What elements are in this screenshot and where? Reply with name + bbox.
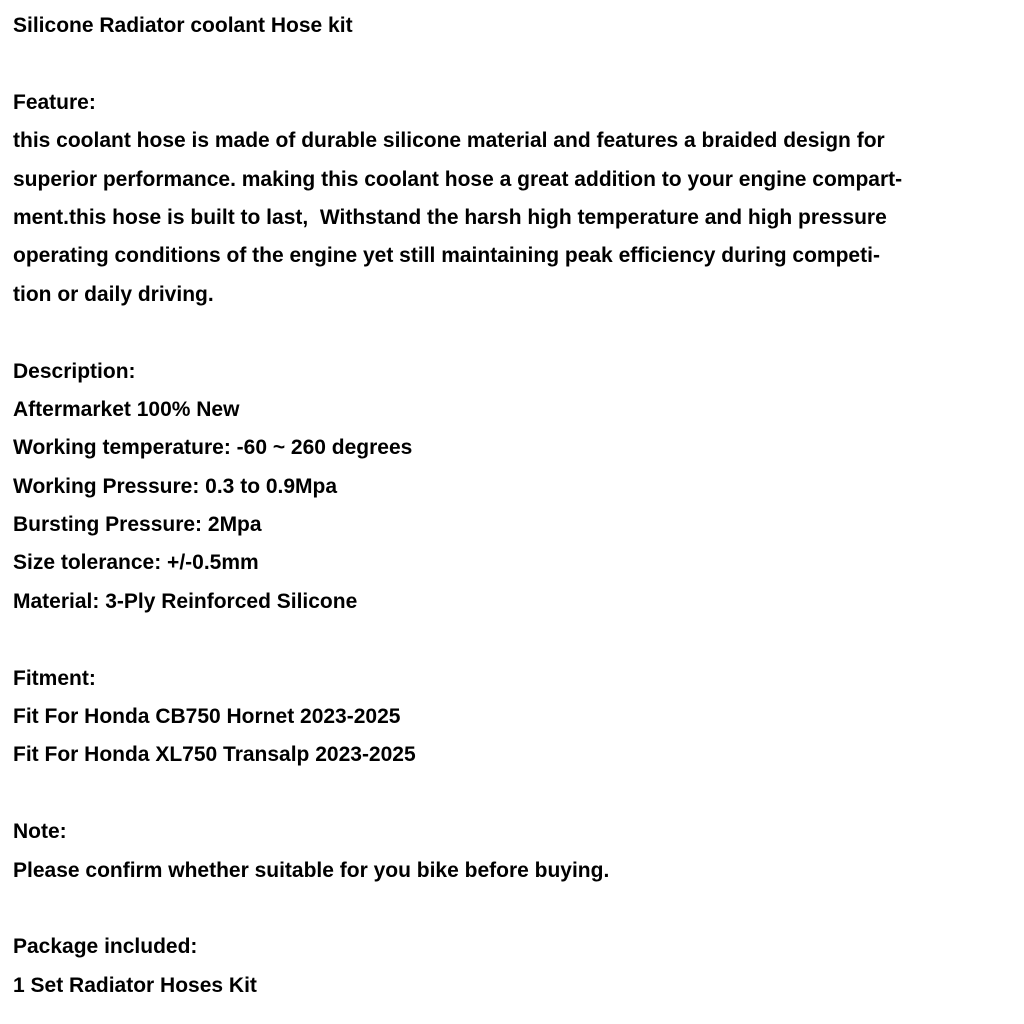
spacer (13, 45, 1013, 83)
spacer (13, 621, 1013, 659)
fitment-heading: Fitment: (13, 666, 96, 690)
product-title: Silicone Radiator coolant Hose kit (13, 14, 353, 37)
description-item: Bursting Pressure: 2Mpa (13, 513, 262, 537)
package-item: 1 Set Radiator Hoses Kit (13, 973, 257, 997)
description-item: Size tolerance: +/-0.5mm (13, 551, 259, 575)
description-section (13, 353, 1013, 622)
feature-text-line: operating conditions of the engine yet still maintaining peak efficiency during competi- (13, 244, 880, 268)
note-heading: Note: (13, 820, 67, 844)
description-item: Working temperature: -60 ~ 260 degrees (13, 436, 413, 460)
feature-text-line: superior performance. making this coolant hose a great addition to your engine compart- (13, 167, 903, 191)
description-item: Working Pressure: 0.3 to 0.9Mpa (13, 474, 338, 498)
feature-heading: Feature: (13, 90, 96, 114)
note-section (13, 813, 1013, 890)
package-section (13, 928, 1013, 1005)
spacer (13, 775, 1013, 813)
fitment-item: Fit For Honda CB750 Hornet 2023-2025 (13, 705, 401, 729)
description-heading: Description: (13, 359, 136, 383)
feature-text-line: ment.this hose is built to last, Withstand the harsh high temperature and high pressure (13, 205, 887, 229)
description-item: Material: 3-Ply Reinforced Silicone (13, 589, 358, 613)
fitment-section (13, 660, 1013, 775)
feature-text-line: tion or daily driving. (13, 282, 214, 306)
feature-section (13, 84, 1013, 314)
product-description-document (13, 7, 1013, 1005)
description-item: Aftermarket 100% New (13, 397, 240, 421)
fitment-item: Fit For Honda XL750 Transalp 2023-2025 (13, 743, 416, 767)
note-text: Please confirm whether suitable for you bike before buying. (13, 858, 610, 882)
package-heading: Package included: (13, 935, 198, 959)
spacer (13, 314, 1013, 352)
feature-text-line: this coolant hose is made of durable silicone material and features a braided design for (13, 129, 885, 153)
spacer (13, 890, 1013, 928)
